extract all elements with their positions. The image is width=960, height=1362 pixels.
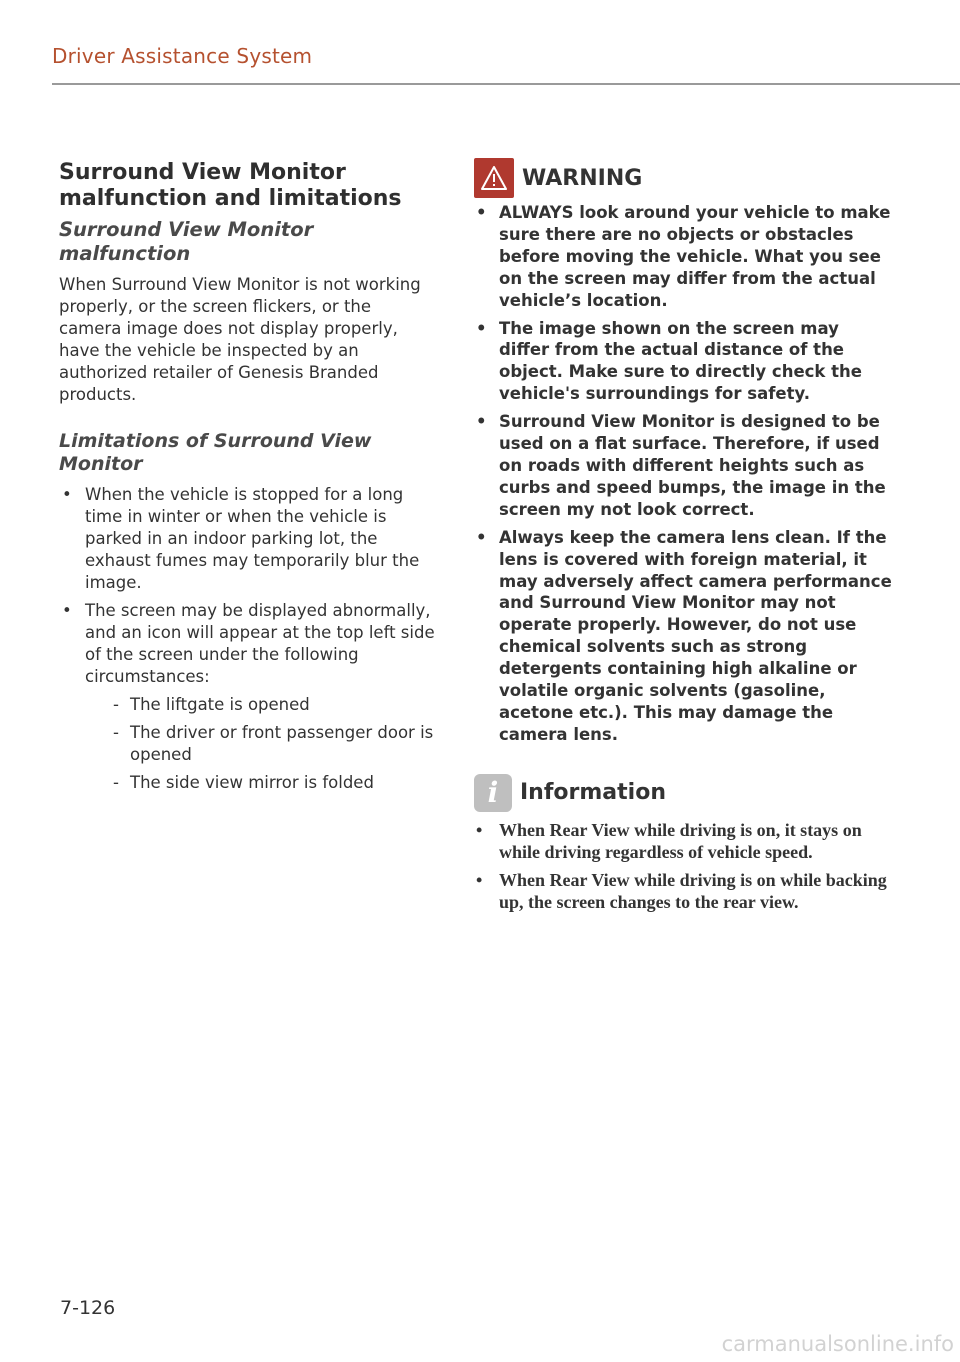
list-item — [474, 411, 894, 521]
list-item-text: The screen may be displayed abnormally, and an icon will appear at the top left side of the screen under the following circumstances: — [85, 601, 435, 686]
warning-box — [474, 158, 894, 746]
page-number: 7-126 — [60, 1297, 116, 1319]
list-item-text: The side view mirror is folded — [130, 773, 374, 792]
section-title: Driver Assistance System — [52, 44, 313, 68]
bullet-icon: • — [62, 485, 72, 504]
bullet-icon: • — [476, 527, 487, 547]
list-item-text: When Rear View while driving is on, it stays on while driving regardless of vehicle speed. — [499, 819, 862, 862]
list-item-text: The driver or front passenger door is opened — [130, 723, 434, 764]
list-item — [474, 202, 894, 312]
list-item — [474, 869, 894, 913]
section-heading: Surround View Monitor malfunction and limitations — [59, 160, 402, 211]
list-item — [85, 694, 437, 716]
subheading-limitations: Limitations of Surround View Monitor — [59, 430, 372, 475]
list-item-text: Always keep the camera lens clean. If the lens is covered with foreign material, it may adversely affect camera performance and Surround View Monitor may not operate properly. However, do not use chemical solvents such as strong detergents containing high alkaline or volatile organic solvents (gasoline, acetone etc.). This may damage the camera lens. — [499, 527, 892, 744]
list-item — [85, 722, 437, 766]
bullet-icon: • — [476, 869, 483, 890]
list-item — [59, 600, 437, 794]
list-item-text: The image shown on the screen may differ from the actual distance of the object. Make sure to directly check the vehicle's surroundings for safety. — [499, 318, 862, 404]
warning-title: WARNING — [522, 165, 643, 191]
bullet-icon: • — [476, 203, 487, 222]
bullet-icon: • — [476, 412, 487, 432]
info-icon: i — [474, 774, 512, 812]
circumstances-list — [85, 694, 437, 794]
bullet-icon: • — [476, 819, 483, 840]
information-header — [474, 773, 894, 813]
information-list — [474, 819, 894, 913]
list-item — [474, 318, 894, 406]
list-item — [85, 772, 437, 794]
limitations-list — [59, 484, 437, 794]
list-item-text: When the vehicle is stopped for a long time in winter or when the vehicle is parked in an indoor parking lot, the exhaust fumes may temporarily blur the image. — [85, 485, 420, 592]
malfunction-paragraph: When Surround View Monitor is not working properly, or the screen flickers, or the camera image does not display properly, have the vehicle be inspected by an authorized retailer of Genesis Branded products. — [59, 275, 421, 404]
warning-icon — [474, 158, 514, 198]
bullet-icon: • — [62, 601, 72, 620]
information-title: Information — [520, 780, 666, 806]
list-item-text: The liftgate is opened — [130, 695, 310, 714]
dash-icon: - — [113, 723, 119, 742]
list-item — [59, 484, 437, 594]
list-item — [474, 819, 894, 863]
header-divider — [52, 83, 960, 85]
watermark: carmanualsonline.info — [721, 1332, 954, 1356]
list-item-text: Surround View Monitor is designed to be used on a flat surface. Therefore, if used on roads with different heights such as curbs and speed bumps, the image in the screen my not look correct. — [499, 412, 886, 519]
subheading-malfunction: Surround View Monitor malfunction — [59, 218, 314, 265]
warning-header — [474, 158, 894, 198]
bullet-icon: • — [476, 318, 487, 338]
list-item-text: ALWAYS look around your vehicle to make sure there are no objects or obstacles before moving the vehicle. What you see on the screen may differ from the actual vehicle’s location. — [499, 203, 891, 310]
list-item-text: When Rear View while driving is on while backing up, the screen changes to the rear view. — [499, 869, 887, 912]
warning-list — [474, 202, 894, 746]
left-column — [59, 160, 437, 800]
information-box — [474, 773, 894, 913]
dash-icon: - — [113, 695, 119, 714]
right-column — [474, 158, 894, 919]
warning-triangle-icon — [481, 166, 507, 190]
dash-icon: - — [113, 773, 119, 792]
list-item — [474, 527, 894, 746]
